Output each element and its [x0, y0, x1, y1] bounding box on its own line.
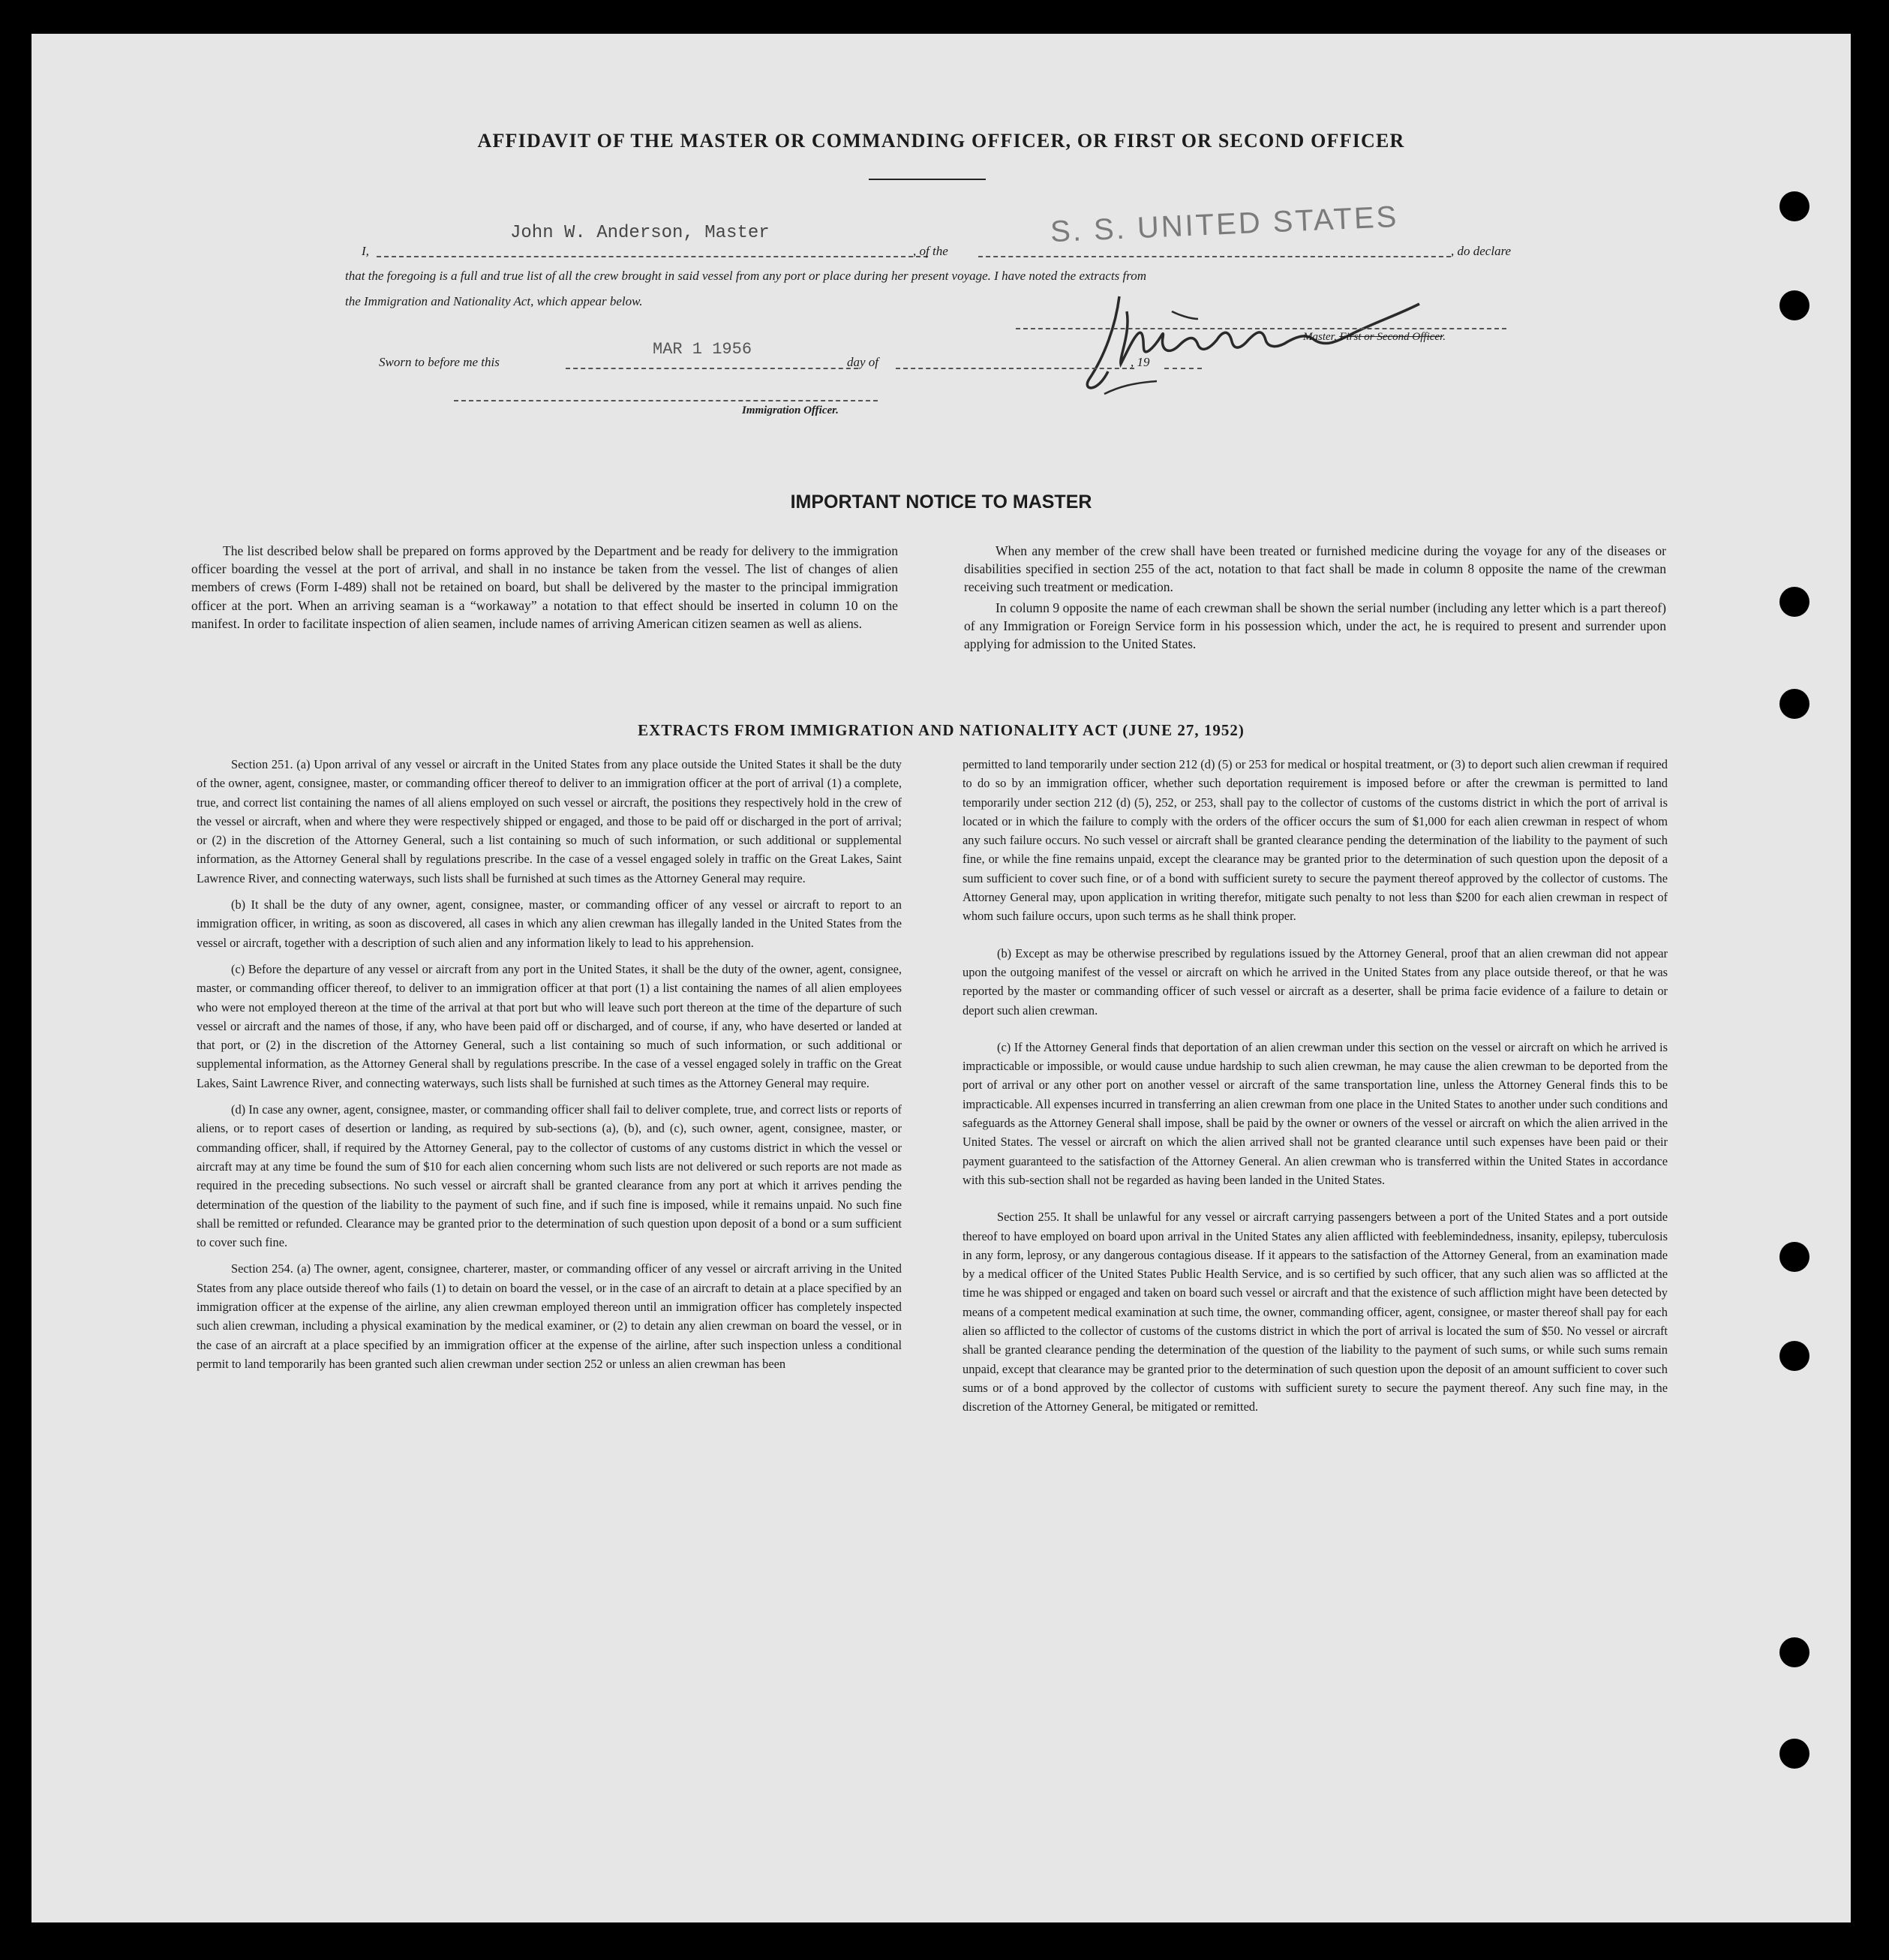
notice-left-column	[191, 542, 898, 641]
month-blank	[896, 368, 1134, 369]
day-of-label: day of	[847, 355, 879, 369]
notice-right-column	[964, 542, 1666, 661]
notice-left-paragraph: The list described below shall be prepared on forms approved by the Department and be ready for delivery to the immigration officer boarding the vessel at the port of arrival, and shall in no instance be taken from the vessel. The list of changes of alien members of crews (Form I-489) shall not be retained on board, but shall be delivered by the master to the principal immigration officer at the port. When an arriving seaman is a “workaway” a notation to that effect should be inserted in column 10 on the manifest. In order to facilitate inspection of alien seamen, include names of arriving American citizen seamen as well as aliens.	[191, 543, 898, 631]
affidavit-body-line-2: the Immigration and Nationality Act, which appear below.	[345, 294, 643, 308]
document-page	[32, 34, 1851, 1922]
punch-hole	[1779, 1341, 1809, 1371]
section-251-a: Section 251. (a) Upon arrival of any vessel or aircraft in the United States from any place outside the United States it shall be the duty of the owner, agent, consignee, master, or commanding officer thereof to deliver to an immigration officer at the port of arrival (1) a complete, true, and correct list containing the names of all aliens employed on such vessel or aircraft, the positions they respectively hold in the crew of the vessel or aircraft, when and where they were respectively shipped or engaged, and those to be paid off or discharged in the port of arrival; or (2) in the discretion of the Attorney General, such a list containing so much of such information, or such additional or supplemental information, as the Attorney General shall by regulations prescribe. In the case of a vessel engaged solely in traffic on the Great Lakes, Saint Lawrence River, and connecting waterways, such lists shall be furnished at such times as the Attorney General may require.	[197, 757, 902, 885]
punch-hole	[1779, 1637, 1809, 1667]
sworn-date-stamp: MAR 1 1956	[653, 340, 752, 359]
punch-hole	[1779, 191, 1809, 221]
extracts-right-column	[963, 755, 1668, 1424]
section-251-b: (b) It shall be the duty of any owner, agent, consignee, master, or commanding officer of any vessel or aircraft to report to an immigration officer, in writing, as soon as discovered, all cases in which any alien crewman has illegally landed in the United States from the vessel or aircraft, together with a description of such alien and any information likely to lead to his apprehension.	[197, 897, 902, 950]
name-blank	[377, 256, 928, 257]
of-the-label: , of the	[913, 244, 948, 258]
i-label: I,	[362, 244, 369, 258]
notice-right-paragraph-1: When any member of the crew shall have been treated or furnished medicine during the voyage for any of the diseases or disabilities specified in section 255 of the act, notation to that fact shall be made in column 8 opposite the name of the crewman receiving such treatment or medication.	[964, 543, 1666, 595]
extracts-title: EXTRACTS FROM IMMIGRATION AND NATIONALITY ACT (JUNE 27, 1952)	[638, 721, 1245, 739]
sworn-label: Sworn to before me this	[379, 355, 500, 369]
punch-hole	[1779, 290, 1809, 320]
vessel-blank	[978, 256, 1451, 257]
notice-title: IMPORTANT NOTICE TO MASTER	[790, 492, 1092, 513]
master-name-typed: John W. Anderson, Master	[510, 223, 770, 243]
sworn-day-blank	[566, 368, 858, 369]
extracts-left-column	[197, 755, 902, 1381]
section-255: Section 255. It shall be unlawful for any vessel or aircraft carrying passengers between a port of the United States and a port outside thereof to have employed on board upon arrival in the United States any alien afflicted with feeblemindedness, insanity, epilepsy, tuberculosis in any form, leprosy, or any dangerous contagious disease. If it appears to the satisfaction of the Attorney General, from an examination made by a medical officer of the United States Public Health Service, and is so certified by such officer, that any such alien was so afflicted at the time he was shipped or engaged and taken on board such vessel or aircraft and that the existence of such affliction might have been detected by means of a competent medical examination at such time, the owner, commanding officer, agent, consignee, or master thereof shall pay for each alien so afflicted to the collector of customs of the customs district in which the port of arrival is located the sum of $50. No vessel or aircraft shall be granted clearance pending the determination of the question of the liability to the payment of such sums, or while such sums remain unpaid, except that clearance may be granted prior to the determination of such question upon the deposit of an amount sufficient to cover such sums or of a bond approved by the collector of customs with sufficient surety to secure the payment thereof. Any such fine may, in the discretion of the Attorney General, be mitigated or remitted.	[963, 1210, 1668, 1414]
punch-hole	[1779, 1242, 1809, 1272]
section-251-d: (d) In case any owner, agent, consignee, master, or commanding officer shall fail to deliver complete, true, and correct lists or reports of aliens, or to report cases of desertion or landing, as required by sub-sections (a), (b), and (c), such owner, agent, consignee, master, or commanding officer, shall, if required by the Attorney General, pay to the collector of customs of any customs district in which the vessel or aircraft may at any time be found the sum of $10 for each alien concerning whom such lists are not delivered or such reports are not made as required in the preceding subsections. No such vessel or aircraft shall be granted clearance from any port at which it arrives pending the determination of the question of the liability to the payment of such fine, and if such fine is imposed, while it remains unpaid. No such fine shall be remitted or refunded. Clearance may be granted prior to the determination of such question upon deposit of a bond or a sum sufficient to cover such fine.	[197, 1102, 902, 1250]
year-label: , 19	[1131, 355, 1150, 369]
notice-right-paragraph-2: In column 9 opposite the name of each crewman shall be shown the serial number (including any letter which is a part thereof) of any Immigration or Foreign Service form in his possession which, under the act, he is required to present and surrender upon applying for admission to the United States.	[964, 600, 1666, 652]
year-blank	[1164, 368, 1202, 369]
section-254-a: Section 254. (a) The owner, agent, consignee, charterer, master, or commanding officer of any vessel or aircraft arriving in the United States from any place outside thereof who fails (1) to detain on board the vessel, or in the case of an aircraft to detain at a place specified by an immigration officer at the expense of the airline, any alien crewman employed thereon until an immigration officer has completely inspected such alien crewman, including a physical examination by the medical examiner, or (2) to detain any alien crewman on board the vessel, or in the case of an aircraft at a place specified by an immigration officer at the expense of the airline, after such inspection unless a conditional permit to land temporarily has been granted such alien crewman under section 252 or unless an alien crewman has been	[197, 1261, 902, 1371]
affidavit-title: AFFIDAVIT OF THE MASTER OR COMMANDING OFFICER, OR FIRST OR SECOND OFFICER	[477, 130, 1405, 152]
vessel-name-stamp: S. S. UNITED STATES	[1050, 200, 1400, 249]
section-254-c: (c) If the Attorney General finds that deportation of an alien crewman under this section on the vessel or aircraft on which he arrived is impracticable or impossible, or would cause undue hardship to such alien crewman, he may cause the alien crewman to be deported from the port of arrival or any other port on another vessel or aircraft of the same transportation line, unless the Attorney General finds this to be impracticable. All expenses incurred in transferring an alien crewman from one place in the United States to another under such conditions and safeguards as the Attorney General shall impose, shall be paid by the owner or owners of the vessel or aircraft on which the alien arrived in the United States. The vessel or aircraft on which the alien arrived shall not be granted clearance until such expenses have been paid or their payment guaranteed to the satisfaction of the Attorney General. An alien crewman who is transferred within the United States in accordance with this sub-section shall not be regarded as having been landed in the United States.	[963, 1039, 1668, 1187]
signature-blank	[1016, 328, 1506, 329]
punch-hole	[1779, 689, 1809, 719]
do-declare-label: , do declare	[1451, 244, 1512, 258]
section-251-c: (c) Before the departure of any vessel or aircraft from any port in the United States, it shall be the duty of the owner, agent, consignee, master, or commanding officer thereof, to deliver to an immigration officer at that port (1) a list containing the names of all alien employees who were not employed thereon at the time of the arrival at that port but who will leave such port thereon at the time of the departure of such vessel or aircraft and the names of those, if any, who have been paid off or discharged, and of course, if any, who have deserted or landed at that port, or (2) in the discretion of the Attorney General, such a list containing so much of such information, or such additional or supplemental information, as the Attorney General shall by regulations prescribe. In the case of a vessel engaged solely in traffic on the Great Lakes, Saint Lawrence River, and connecting waterways, such lists shall be furnished at such times as the Attorney General may require.	[197, 961, 902, 1090]
title-rule	[869, 179, 986, 180]
punch-hole	[1779, 587, 1809, 617]
master-title-label: Master, First or Second Officer.	[1303, 331, 1446, 343]
section-254-b: (b) Except as may be otherwise prescribed by regulations issued by the Attorney General, proof that an alien crewman did not appear upon the outgoing manifest of the vessel or aircraft on which he arrived in the United States from any place outside thereof, or that he was reported by the master or commanding officer of such vessel or aircraft as a deserter, shall be prima facie evidence of a failure to detain or deport such alien crewman.	[963, 945, 1668, 1018]
punch-hole	[1779, 1739, 1809, 1769]
affidavit-body-line-1: that the foregoing is a full and true list of all the crew brought in said vessel from any port or place during her present voyage. I have noted the extracts from	[345, 269, 1147, 283]
section-254-a-continued: permitted to land temporarily under section 212 (d) (5) or 253 for medical or hospital treatment, or (3) to deport such alien crewman if required to do so by an immigration officer, whether such deportation requirement is imposed before or after the crewman is permitted to land temporarily under section 212 (d) (5), 252, or 253, shall pay to the collector of customs of the customs district in which the port of arrival is located or in which the failure to comply with the orders of the officer occurs the sum of $1,000 for each alien crewman in respect of whom any such failure occurs. No such vessel or aircraft shall be granted clearance pending the determination of the liability to the payment of such fine, or while the fine remains unpaid, except the clearance may be granted prior to the determination of such question upon the deposit of a sum sufficient to cover such fine, or of a bond with sufficient surety to secure the payment thereof approved by the collector of customs. The Attorney General may, upon application in writing therefor, mitigate such penalty to not less than $200 for each alien crewman in respect of whom such failure occurs, upon such terms as he shall think proper.	[963, 757, 1668, 924]
immigration-officer-label: Immigration Officer.	[742, 404, 839, 416]
immigration-officer-blank	[454, 400, 878, 401]
